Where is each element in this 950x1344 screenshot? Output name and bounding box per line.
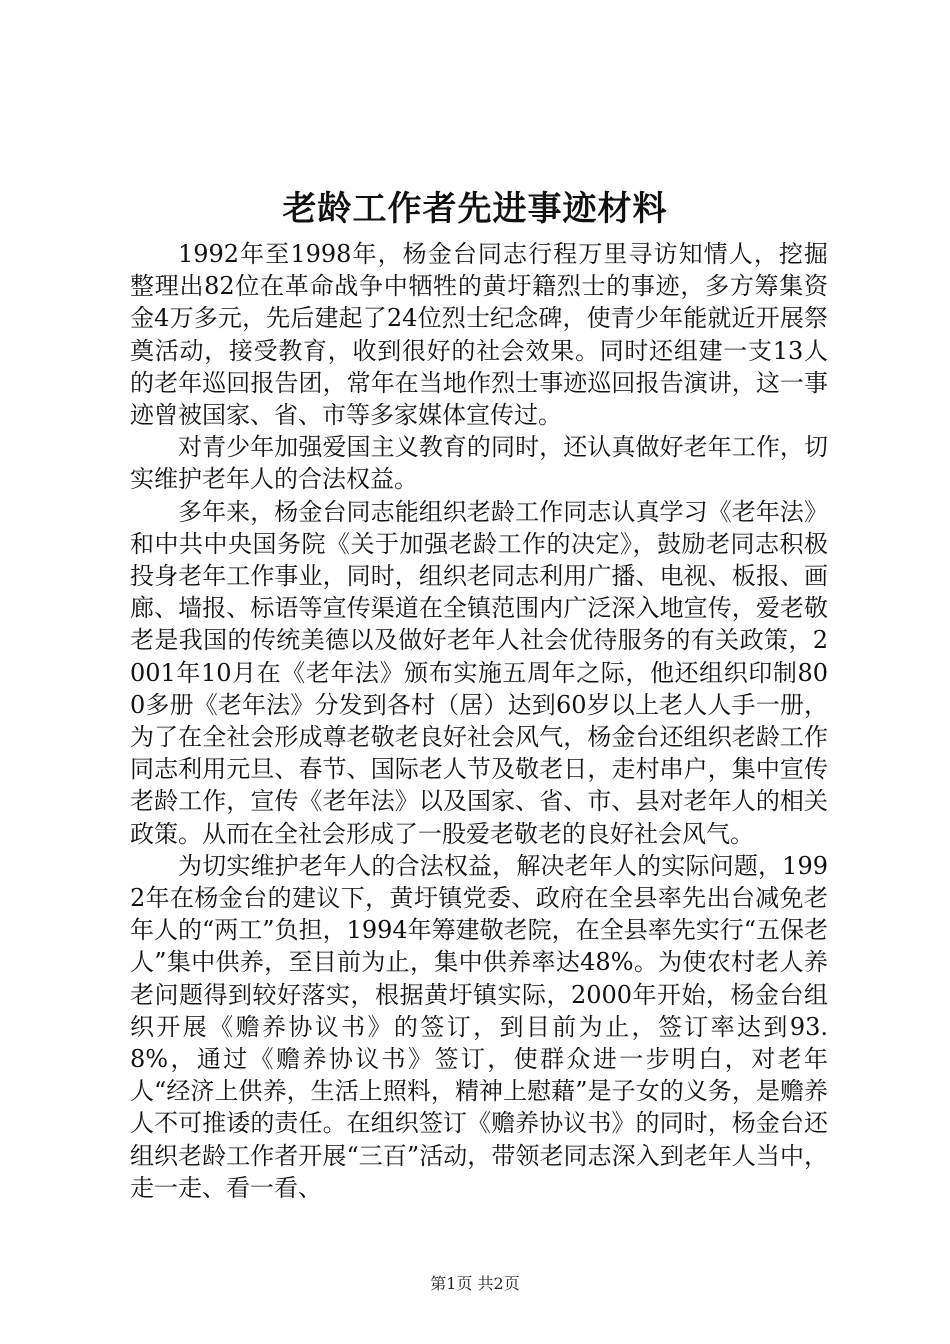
paragraph-2: 对青少年加强爱国主义教育的同时，还认真做好老年工作，切实维护老年人的合法权益。 (130, 433, 828, 494)
paragraph-1: 1992年至1998年，杨金台同志行程万里寻访知情人，挖掘整理出82位在革命战争中牺牲的黄圩籍烈士的事迹，多方筹集资金4万多元，先后建起了24位烈士纪念碑，使青少年能就近开展祭奠活动，接受教育，收到很好的社会效果。同时还组建一支13人的老年巡回报告团，常年在当地作烈士事迹巡回报告演讲，这一事迹曾被国家、省、市等多家媒体宣传过。 (130, 240, 828, 430)
paragraph-3: 多年来，杨金台同志能组织老龄工作同志认真学习《老年法》和中共中央国务院《关于加强老龄工作的决定》，鼓励老同志积极投身老年工作事业，同时，组织老同志利用广播、电视、板报、画廊、墙报、标语等宣传渠道在全镇范围内广泛深入地宣传，爱老敬老是我国的传统美德以及做好老年人社会优待服务的有关政策，2001年10月在《老年法》颁布实施五周年之际，他还组织印制800多册《老年法》分发到各村（居）达到60岁以上老人人手一册，为了在全社会形成尊老敬老良好社会风气，杨金台还组织老龄工作同志利用元旦、春节、国际老人节及敬老日，走村串户，集中宣传老龄工作，宣传《老年法》以及国家、省、市、县对老年人的相关政策。从而在全社会形成了一股爱老敬老的良好社会风气。 (130, 497, 828, 848)
page-number-footer: 第1页 共2页 (430, 1274, 520, 1293)
paragraph-4: 为切实维护老年人的合法权益，解决老年人的实际问题，1992年在杨金台的建议下，黄圩镇党委、政府在全县率先出台减免老年人的“两工”负担，1994年筹建敬老院，在全县率先实行“五保老人”集中供养，至目前为止，集中供养率达48%。为使农村老人养老问题得到较好落实，根据黄圩镇实际，2000年开始，杨金台组织开展《赡养协议书》的签订，到目前为止，签订率达到93.8%，通过《赡养协议书》签订，使群众进一步明白，对老年人“经济上供养，生活上照料，精神上慰藉”是子女的义务，是赡养人不可推诿的责任。在组织签订《赡养协议书》的同时，杨金台还组织老龄工作者开展“三百”活动，带领老同志深入到老年人当中，走一走、看一看、 (130, 851, 828, 1202)
document-title: 老龄工作者先进事迹材料 (282, 189, 668, 229)
document-body (130, 238, 828, 1204)
